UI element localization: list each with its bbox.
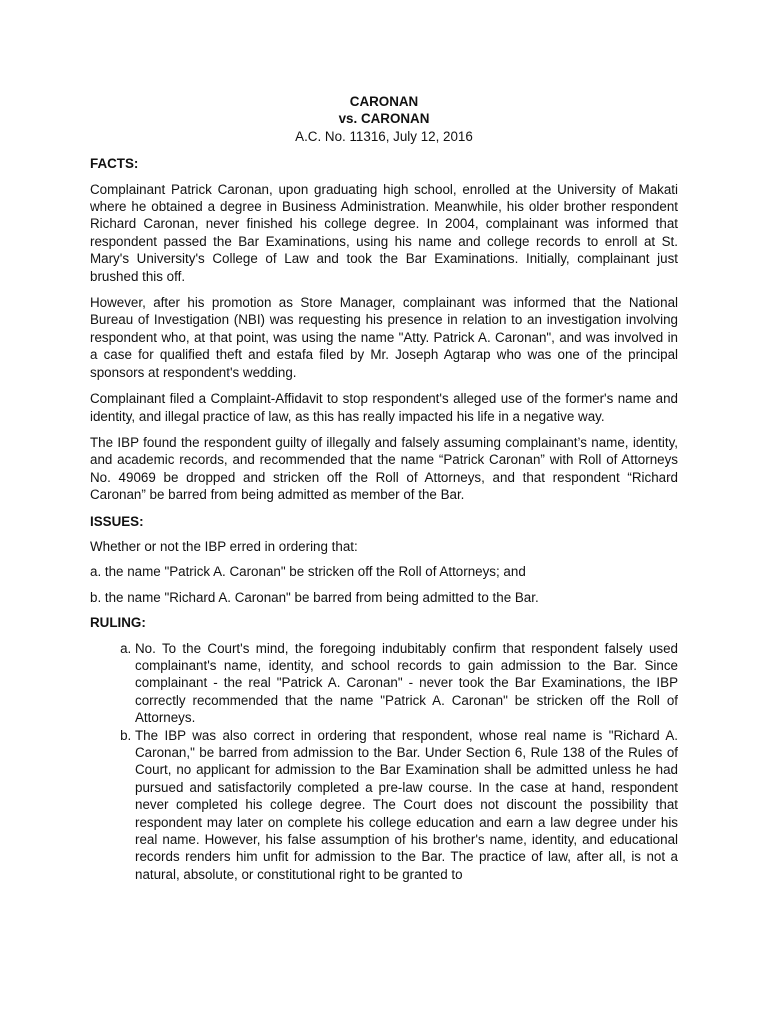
facts-paragraph: The IBP found the respondent guilty of illegally and falsely assuming complainant’s name, identity, and academic records, and recommended that the name “Patrick Caronan” with Roll of Attorneys No. 49069 be dropped and stricken off the Roll of Attorneys, and that respondent “Richard Caronan” be barred from being admitted as member of the Bar. xyxy=(90,434,678,503)
issue-item: a. the name "Patrick A. Caronan" be stricken off the Roll of Attorneys; and xyxy=(90,564,526,580)
issues-heading: ISSUES: xyxy=(90,513,144,529)
issues-intro: Whether or not the IBP erred in ordering that: xyxy=(90,538,358,554)
case-title: CARONAN xyxy=(349,94,419,109)
facts-paragraph: Complainant filed a Complaint-Affidavit to stop respondent's alleged use of the former's name and identity, and illegal practice of law, as this has really impacted his life in a negative way. xyxy=(90,391,678,424)
document-body xyxy=(90,93,678,883)
ruling-list xyxy=(90,640,678,884)
ruling-item: a. No. To the Court's mind, the foregoing indubitably confirm that respondent falsely used complainant's name, identity, and school records to gain admission to the Bar. Since complainant - the real "Patrick A. Caronan" - never took the Bar Examinations, the IBP correctly recommended that the name "Patrick A. Caronan" be stricken off the Roll of Attorneys. xyxy=(135,640,678,727)
case-header xyxy=(90,93,678,145)
case-subtitle: vs. CARONAN xyxy=(338,111,430,127)
ruling-item: b. The IBP was also correct in ordering that respondent, whose real name is "Richard A. Caronan," be barred from admission to the Bar. Under Section 6, Rule 138 of the Rules of Court, no applicant for admission to the Bar Examination shall be admitted unless he had pursued and satisfactorily completed a pre-law course. In the case at hand, respondent never completed his college degree. The Court does not discount the possibility that respondent may later on complete his college education and earn a law degree under his real name. However, his false assumption of his brother's name, identity, and educational records renders him unfit for admission to the Bar. The practice of law, after all, is not a natural, absolute, or constitutional right to be granted to xyxy=(135,727,678,884)
case-number: A.C. No. 11316, July 12, 2016 xyxy=(295,128,473,144)
facts-heading: FACTS: xyxy=(90,156,139,172)
facts-paragraph: Complainant Patrick Caronan, upon graduating high school, enrolled at the University of Makati where he obtained a degree in Business Administration. Meanwhile, his older brother respondent Richard Caronan, never finished his college degree. In 2004, complainant was informed that respondent passed the Bar Examinations, using his name and college records to enroll at St. Mary's University's College of Law and took the Bar Examinations. Initially, complainant just brushed this off. xyxy=(90,181,678,284)
ruling-heading: RULING: xyxy=(90,615,146,631)
issue-item: b. the name "Richard A. Caronan" be barred from being admitted to the Bar. xyxy=(90,589,539,605)
facts-paragraph: However, after his promotion as Store Manager, complainant was informed that the National Bureau of Investigation (NBI) was requesting his presence in relation to an investigation involving respondent who, at that point, was using the name "Atty. Patrick A. Caronan", and was involved in a case for qualified theft and estafa filed by Mr. Joseph Agtarap who was one of the principal sponsors at respondent's wedding. xyxy=(90,295,678,380)
